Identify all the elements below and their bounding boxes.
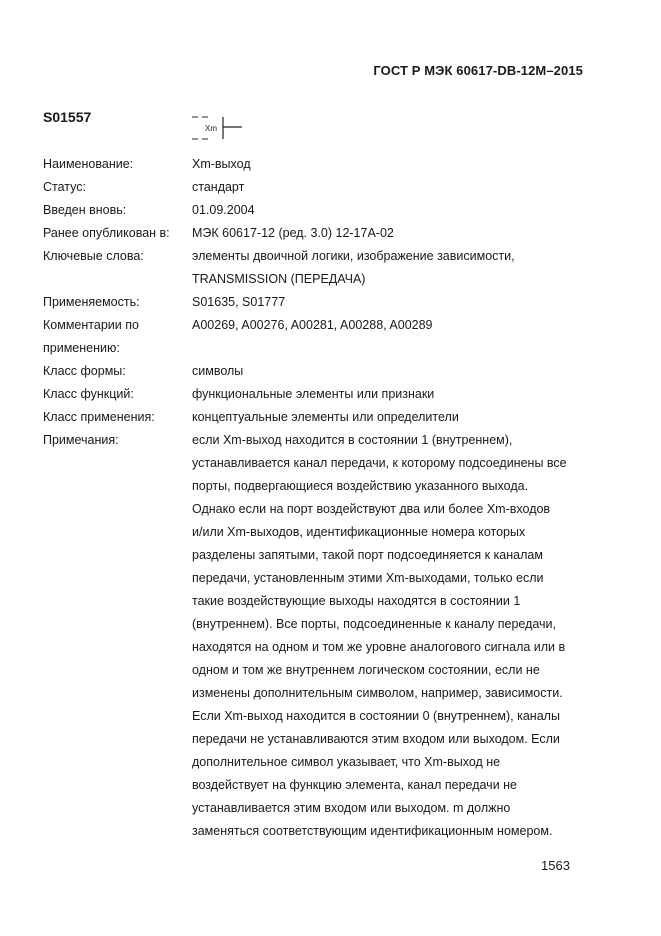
attribute-label <box>43 360 192 383</box>
attribute-label-line: Класс функций: <box>43 387 134 401</box>
attribute-value <box>192 245 603 291</box>
attribute-value-line: 01.09.2004 <box>192 203 255 217</box>
attribute-value-line: концептуальные элементы или определители <box>192 410 459 424</box>
attribute-value-line: передачи не устанавливаются этим входом или выходом. Если <box>192 732 560 746</box>
symbol-code: S01557 <box>43 109 92 125</box>
attribute-value <box>192 222 603 245</box>
attribute-value-line: разделены запятыми, такой порт подсоединяется к каналам <box>192 548 543 562</box>
attribute-value-line: стандарт <box>192 180 245 194</box>
attribute-label <box>43 291 192 314</box>
attribute-row <box>43 199 603 222</box>
attribute-row <box>43 176 603 199</box>
attribute-row <box>43 314 603 360</box>
attribute-label-line: Введен вновь: <box>43 203 127 217</box>
attribute-value-line: изменены дополнительным символом, например, зависимости. <box>192 686 563 700</box>
attribute-value-line: порты, подвергающиеся воздействию указанного выхода. <box>192 479 529 493</box>
attribute-value-line: S01635, S01777 <box>192 295 286 309</box>
attribute-label <box>43 406 192 429</box>
document-header: ГОСТ Р МЭК 60617-DB-12M–2015 <box>373 63 583 78</box>
attribute-row <box>43 429 603 843</box>
attribute-value-line: одном и том же внутреннем логическом состоянии, если не <box>192 663 540 677</box>
attribute-label <box>43 222 192 245</box>
attribute-value-line: передачи, установленным этими Xm-выходами, только если <box>192 571 544 585</box>
attribute-value-line: воздействует на функцию элемента, канал передачи не <box>192 778 518 792</box>
attribute-value-line: устанавливается этим входом или выходом. m должно <box>192 801 511 815</box>
attribute-value-line: Однако если на порт воздействуют два или более Xm-входов <box>192 502 551 516</box>
attribute-label <box>43 153 192 176</box>
attribute-value-line: функциональные элементы или признаки <box>192 387 435 401</box>
attribute-value-line: дополнительное символ указывает, что Xm-выход не <box>192 755 501 769</box>
page-number: 1563 <box>541 858 570 873</box>
attribute-table <box>43 153 603 843</box>
attribute-value-line: если Xm-выход находится в состоянии 1 (внутреннем), <box>192 433 513 447</box>
attribute-row <box>43 360 603 383</box>
attribute-row <box>43 245 603 291</box>
attribute-label <box>43 314 192 360</box>
symbol-graphic <box>190 113 250 143</box>
attribute-value <box>192 176 603 199</box>
attribute-value-line: (внутреннем). Все порты, подсоединенные к каналу передачи, <box>192 617 557 631</box>
attribute-label <box>43 429 192 843</box>
attribute-value-line: символы <box>192 364 244 378</box>
attribute-label-line: Применяемость: <box>43 295 140 309</box>
attribute-label-line: Примечания: <box>43 433 119 447</box>
attribute-value <box>192 153 603 176</box>
attribute-value-line: устанавливается канал передачи, к которому подсоединены все <box>192 456 567 470</box>
attribute-label <box>43 199 192 222</box>
attribute-value-line: элементы двоичной логики, изображение зависимости, <box>192 249 515 263</box>
attribute-row <box>43 291 603 314</box>
attribute-value-line: находятся на одном и том же уровне аналогового сигнала или в <box>192 640 566 654</box>
attribute-value <box>192 360 603 383</box>
symbol-label: Xm <box>205 124 217 133</box>
attribute-label-line: применению: <box>43 341 120 355</box>
attribute-value <box>192 199 603 222</box>
attribute-label-line: Наименование: <box>43 157 134 171</box>
attribute-value <box>192 383 603 406</box>
attribute-label-line: Класс применения: <box>43 410 155 424</box>
attribute-label <box>43 245 192 291</box>
attribute-row <box>43 222 603 245</box>
attribute-label-line: Статус: <box>43 180 86 194</box>
attribute-value-line: Xm-выход <box>192 157 251 171</box>
attribute-label-line: Ключевые слова: <box>43 249 144 263</box>
attribute-label <box>43 176 192 199</box>
attribute-label <box>43 383 192 406</box>
attribute-value <box>192 291 603 314</box>
attribute-value <box>192 429 603 843</box>
attribute-value-line: и/или Xm-выходов, идентификационные номера которых <box>192 525 526 539</box>
attribute-value-line: Если Xm-выход находится в состоянии 0 (внутреннем), каналы <box>192 709 560 723</box>
attribute-label-line: Комментарии по <box>43 318 139 332</box>
attribute-row <box>43 383 603 406</box>
attribute-row <box>43 406 603 429</box>
attribute-label-line: Класс формы: <box>43 364 126 378</box>
attribute-value-line: МЭК 60617-12 (ред. 3.0) 12-17А-02 <box>192 226 394 240</box>
attribute-value <box>192 314 603 360</box>
attribute-value-line: заменяться соответствующим идентификационным номером. <box>192 824 553 838</box>
attribute-value <box>192 406 603 429</box>
attribute-value-line: A00269, A00276, A00281, A00288, A00289 <box>192 318 433 332</box>
attribute-value-line: TRANSMISSION (ПЕРЕДАЧА) <box>192 272 366 286</box>
attribute-value-line: такие воздействующие выходы находятся в состоянии 1 <box>192 594 521 608</box>
attribute-row <box>43 153 603 176</box>
attribute-label-line: Ранее опубликован в: <box>43 226 170 240</box>
